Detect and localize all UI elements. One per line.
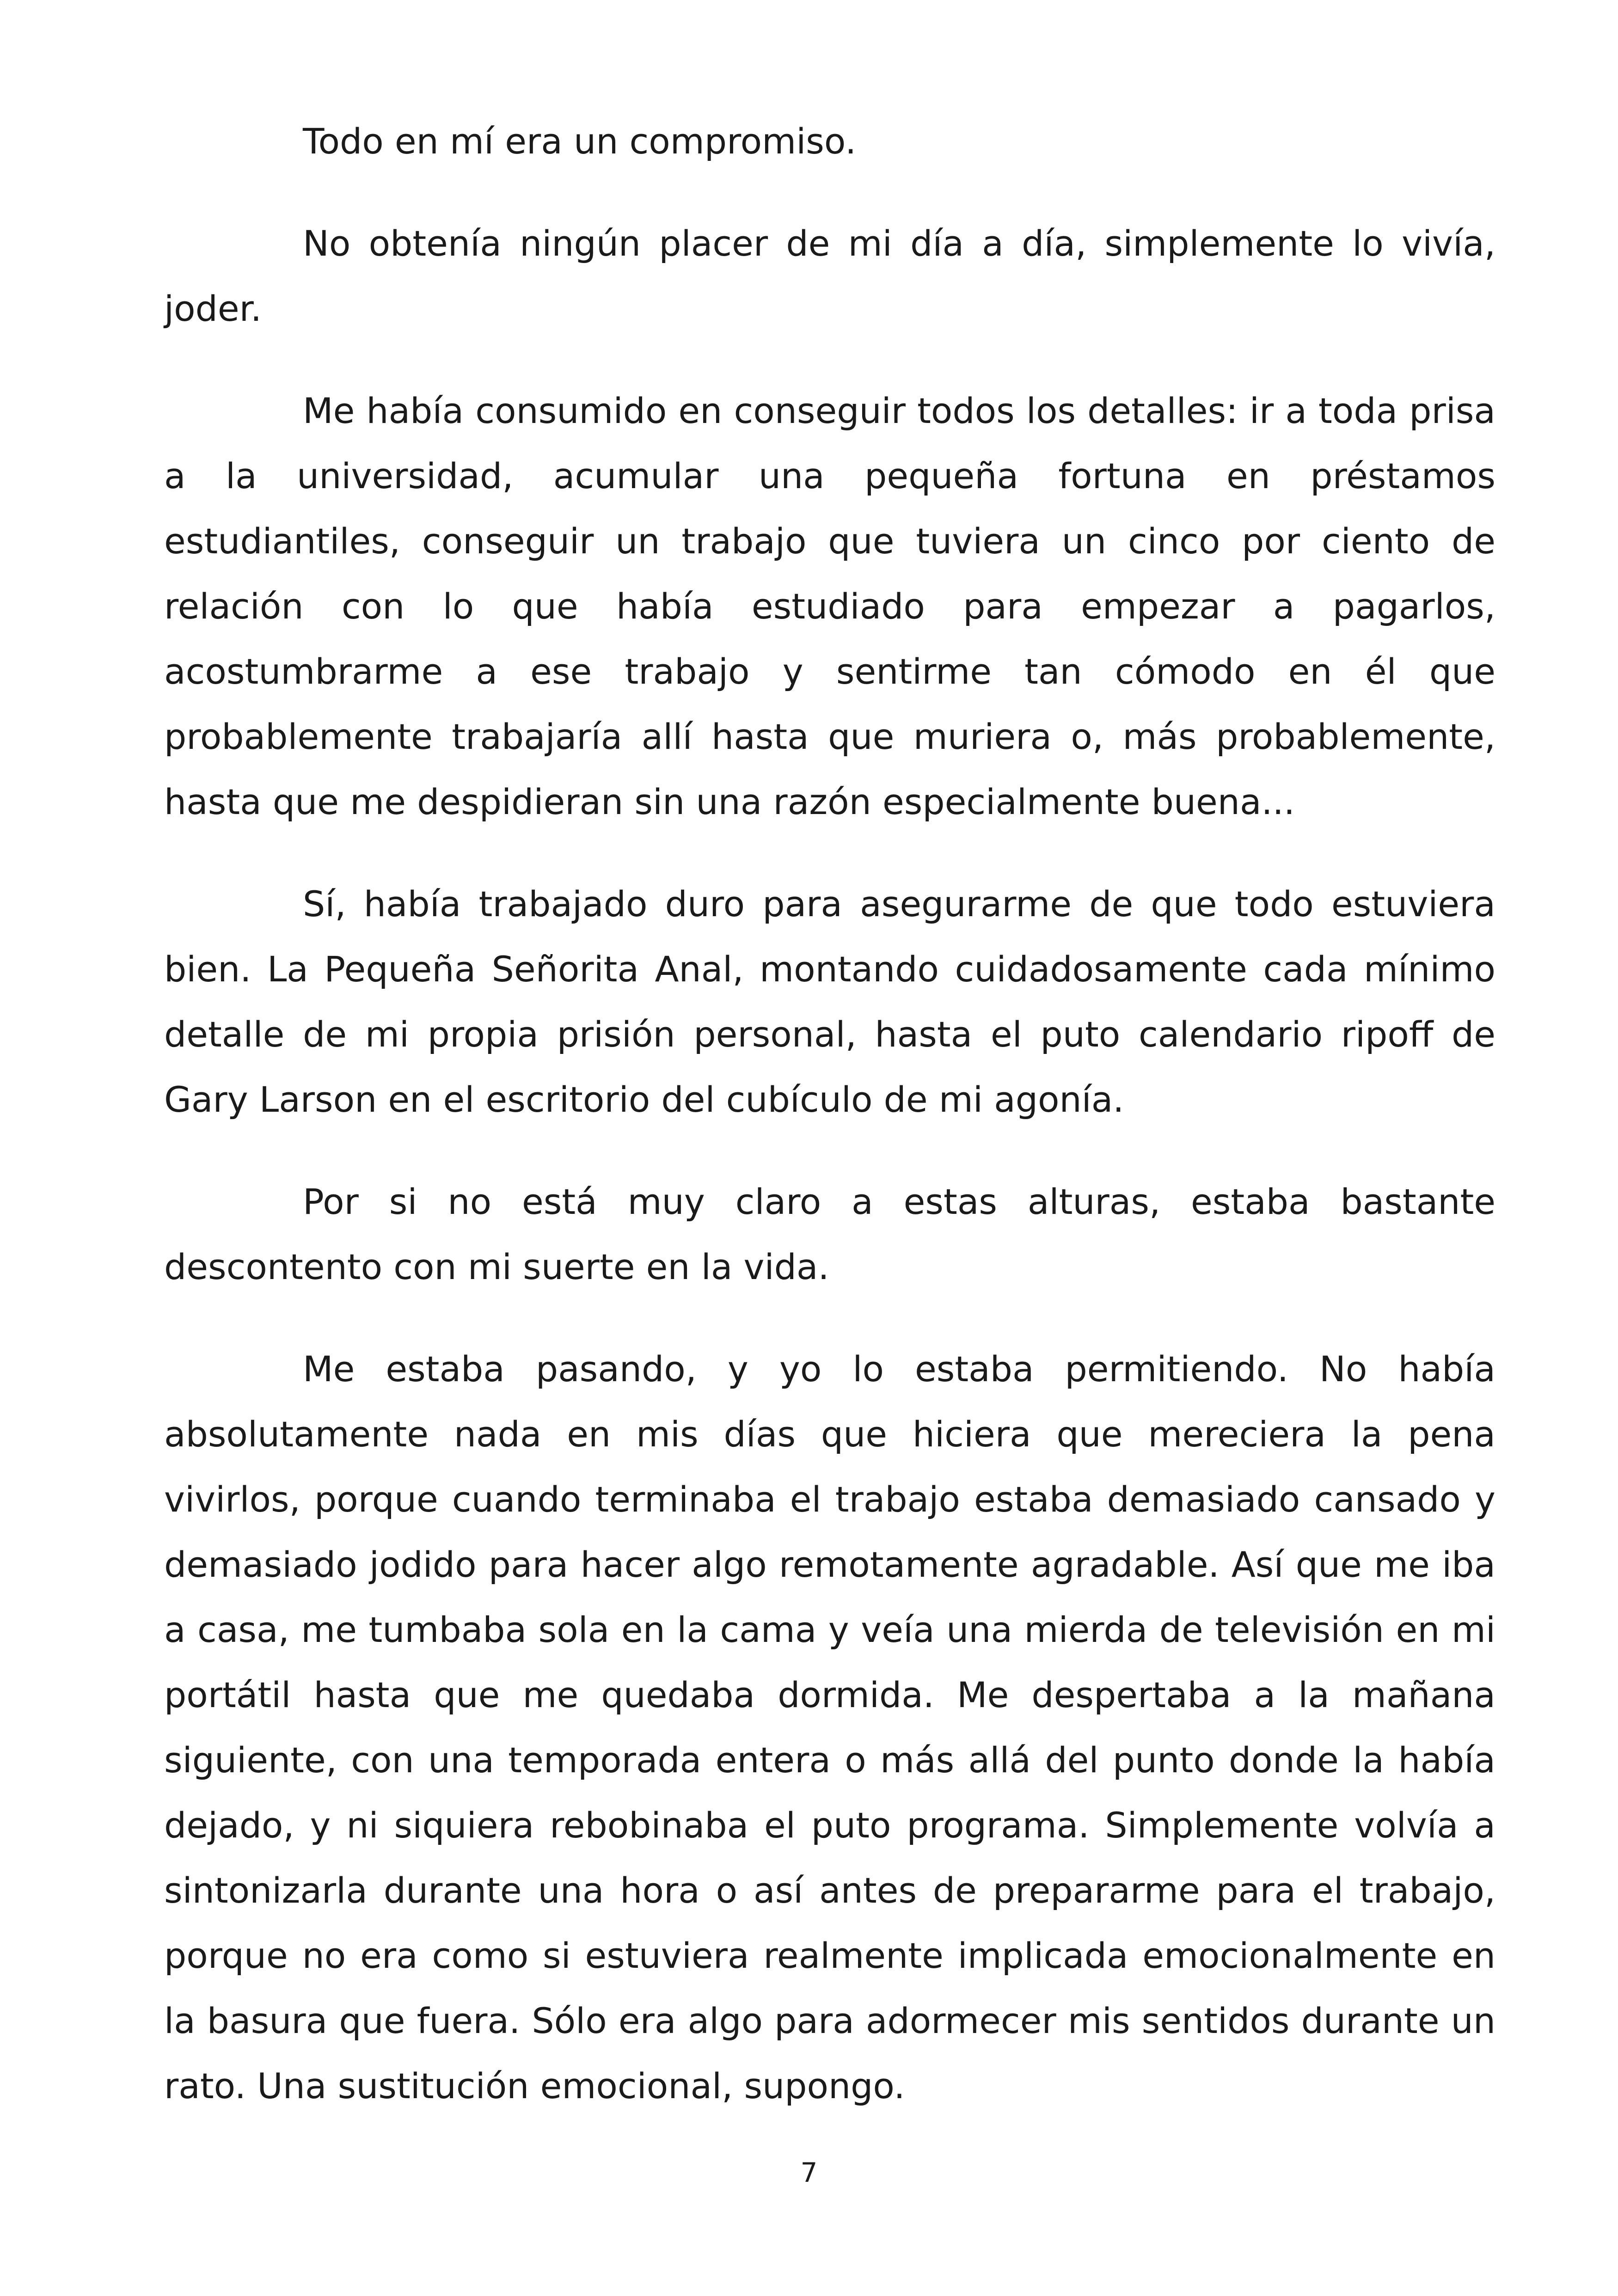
- paragraph-1: Todo en mí era un compromiso.: [303, 121, 857, 162]
- paragraph-2: No obtenía ningún placer de mi día a día, simplemente lo vivía, joder.: [164, 223, 1495, 329]
- body-text: [164, 109, 1495, 2155]
- page-number: 7: [800, 2157, 818, 2188]
- paragraph-5: Por si no está muy claro a estas alturas, estaba bastante descontento con mi suerte en la vida.: [164, 1181, 1495, 1287]
- paragraph-4: Sí, había trabajado duro para asegurarme de que todo estuviera bien. La Pequeña Señorita Anal, montando cuidadosamente cada mínimo detalle de mi propia prisión personal, hasta el puto calendario ripoff de Gary Larson en el escritorio del cubículo de mi agonía.: [164, 883, 1495, 1120]
- paragraph-3: Me había consumido en conseguir todos los detalles: ir a toda prisa a la universidad, acumular una pequeña fortuna en préstamos estudiantiles, conseguir un trabajo que tuviera un cinco por ciento de relación con lo que había estudiado para empezar a pagarlos, acostumbrarme a ese trabajo y sentirme tan cómodo en él que probablemente trabajaría allí hasta que muriera o, más probablemente, hasta que me despidieran sin una razón especialmente buena...: [164, 390, 1495, 822]
- paragraph-6: Me estaba pasando, y yo lo estaba permitiendo. No había absolutamente nada en mis días que hiciera que mereciera la pena vivirlos, porque cuando terminaba el trabajo estaba demasiado cansado y demasiado jodido para hacer algo remotamente agradable. Así que me iba a casa, me tumbaba sola en la cama y veía una mierda de televisión en mi portátil hasta que me quedaba dormida. Me despertaba a la mañana siguiente, con una temporada entera o más allá del punto donde la había dejado, y ni siquiera rebobinaba el puto programa. Simplemente volvía a sintonizarla durante una hora o así antes de prepararme para el trabajo, porque no era como si estuviera realmente implicada emocionalmente en la basura que fuera. Sólo era algo para adormecer mis sentidos durante un rato. Una sustitución emocional, supongo.: [164, 1348, 1495, 2106]
